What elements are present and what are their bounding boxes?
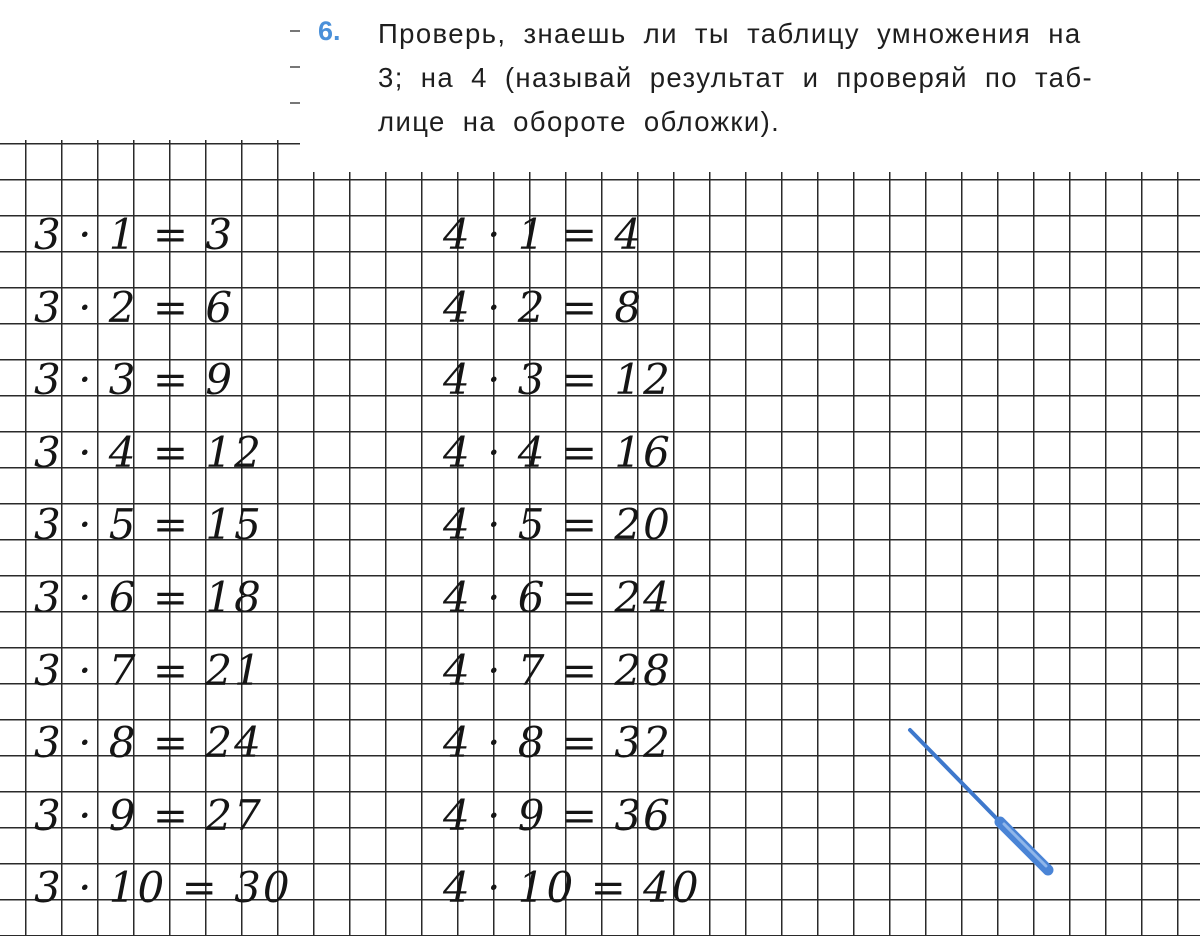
equation-table-of-3-3: 3 · 3 = 9: [34, 355, 235, 405]
margin-dash: [290, 66, 300, 68]
equation-table-of-4-10: 4 · 10 = 40: [443, 863, 701, 913]
margin-dash: [290, 102, 300, 104]
task-text-line: 3; на 4 (называй результат и проверяй по таб-: [378, 62, 1094, 93]
equation-table-of-4-2: 4 · 2 = 8: [443, 282, 644, 332]
equation-table-of-3-6: 3 · 6 = 18: [34, 573, 263, 622]
equation-table-of-3-1: 3 · 1 = 3: [34, 210, 235, 259]
equation-table-of-3-5: 3 · 5 = 15: [34, 500, 263, 550]
task-text-line: лице на обороте обложки).: [378, 106, 781, 137]
equation-table-of-3-10: 3 · 10 = 30: [34, 863, 292, 913]
equation-table-of-3-2: 3 · 2 = 6: [34, 282, 235, 332]
equation-table-of-3-9: 3 · 9 = 27: [34, 790, 263, 840]
header-left-blank: [0, 0, 300, 140]
equation-table-of-4-9: 4 · 9 = 36: [443, 790, 672, 840]
equation-table-of-4-3: 4 · 3 = 12: [443, 355, 672, 405]
equation-table-of-4-4: 4 · 4 = 16: [443, 427, 672, 477]
equation-table-of-4-8: 4 · 8 = 32: [443, 718, 672, 768]
task-text-line: Проверь, знаешь ли ты таблицу умножения на: [378, 18, 1082, 49]
equation-table-of-4-6: 4 · 6 = 24: [443, 573, 672, 622]
equation-table-of-4-1: 4 · 1 = 4: [443, 210, 644, 259]
pen-icon: [900, 722, 1070, 882]
equation-table-of-3-7: 3 · 7 = 21: [34, 645, 263, 695]
margin-dash: [290, 30, 300, 32]
task-number: 6.: [318, 16, 341, 46]
equation-table-of-4-5: 4 · 5 = 20: [443, 500, 672, 550]
task-text: [378, 12, 1200, 144]
equation-table-of-3-8: 3 · 8 = 24: [34, 718, 263, 768]
equation-table-of-3-4: 3 · 4 = 12: [34, 427, 263, 477]
equation-table-of-4-7: 4 · 7 = 28: [443, 645, 672, 695]
